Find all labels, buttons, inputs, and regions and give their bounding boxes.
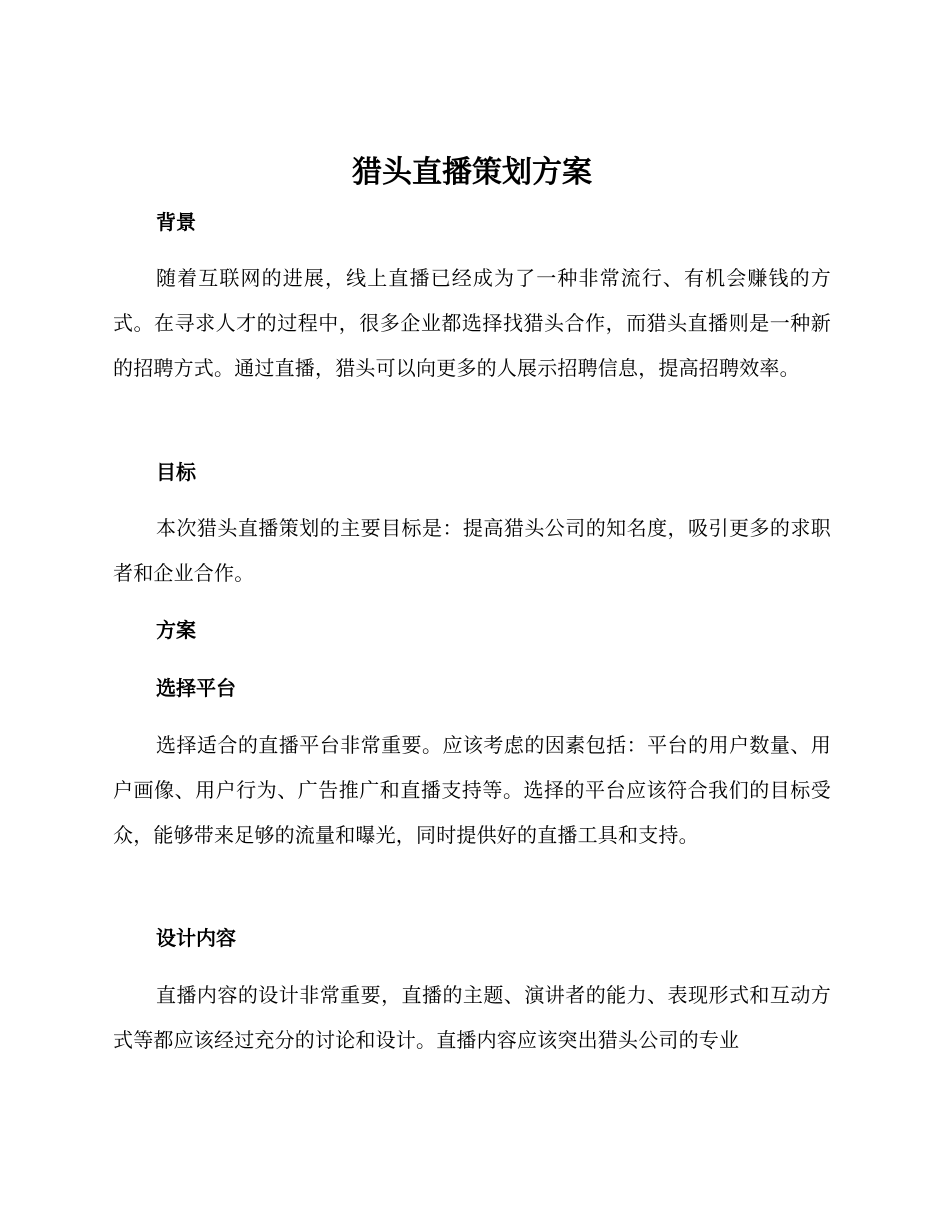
section-heading-goal: 目标 [156,460,196,484]
section-paragraph-background: 随着互联网的进展，线上直播已经成为了一种非常流行、有机会赚钱的方式。在寻求人才的过程中，很多企业都选择找猎头合作，而猎头直播则是一种新的招聘方式。通过直播，猎头可以向更多的人展示招聘信息，提高招聘效率。 [113,266,831,380]
section-paragraph-goal: 本次猎头直播策划的主要目标是：提高猎头公司的知名度，吸引更多的求职者和企业合作。 [113,516,831,585]
document-title: 猎头直播策划方案 [352,155,592,190]
section-heading-plan: 方案 [156,618,196,642]
section-heading-background: 背景 [156,210,196,234]
section-heading-platform: 选择平台 [156,676,236,700]
section-paragraph-platform: 选择适合的直播平台非常重要。应该考虑的因素包括：平台的用户数量、用户画像、用户行为、广告推广和直播支持等。选择的平台应该符合我们的目标受众，能够带来足够的流量和曝光，同时提供好的直播工具和支持。 [113,733,831,847]
section-heading-content-design: 设计内容 [156,926,236,950]
section-paragraph-content-design: 直播内容的设计非常重要，直播的主题、演讲者的能力、表现形式和互动方式等都应该经过充分的讨论和设计。直播内容应该突出猎头公司的专业 [113,983,831,1052]
